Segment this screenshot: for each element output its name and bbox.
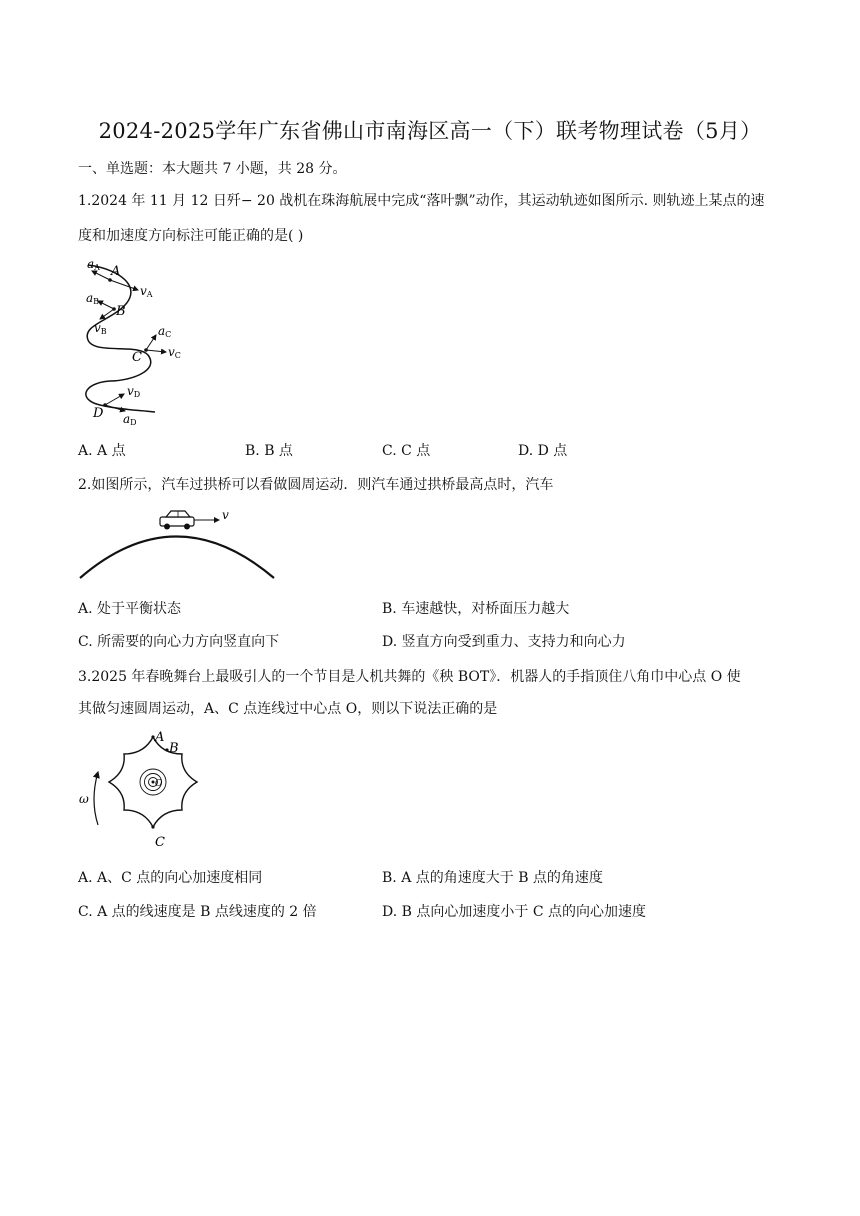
label-D: D [93, 406, 104, 421]
label-aB: aB [86, 291, 100, 306]
car-icon [160, 511, 194, 530]
q2-stem-line1: 2.如图所示，汽车过拱桥可以看做圆周运动．则汽车通过拱桥最高点时，汽车 [78, 477, 554, 493]
label-vC: vC [168, 345, 181, 360]
label-aD: aD [123, 412, 137, 427]
trajectory-diagram [80, 255, 200, 430]
q2-option-a: A. 处于平衡状态 [78, 601, 182, 617]
q1-option-c: C. C 点 [382, 443, 431, 459]
section-heading: 一、单选题：本大题共 7 小题，共 28 分。 [78, 161, 347, 177]
label-aA: aA [87, 257, 100, 272]
q3-octagon-cloth-figure [76, 730, 226, 855]
q3-option-b: B. A 点的角速度大于 B 点的角速度 [382, 870, 603, 886]
q2-option-d: D. 竖直方向受到重力、支持力和向心力 [382, 634, 626, 650]
label-C: C [155, 835, 165, 850]
q3-stem-line1: 3.2025 年春晚舞台上最吸引人的一个节目是人机共舞的《秧 BOT》．机器人的手指顶住八角巾中心点 O 使 [78, 669, 741, 685]
eight-pointed-cloth-diagram [76, 730, 226, 855]
q1-option-d: D. D 点 [518, 443, 568, 459]
label-v: v [222, 508, 229, 522]
q2-bridge-figure [76, 505, 281, 585]
rotation-arrow [94, 772, 98, 825]
q2-option-b: B. 车速越快，对桥面压力越大 [382, 601, 570, 617]
q3-option-d: D. B 点向心加速度小于 C 点的向心加速度 [382, 904, 646, 920]
label-vB: vB [94, 321, 107, 336]
q1-trajectory-figure [80, 255, 200, 430]
label-aC: aC [158, 324, 172, 339]
q1-option-b: B. B 点 [245, 443, 293, 459]
q1-stem-line1: 1.2024 年 11 月 12 日歼− 20 战机在珠海航展中完成“落叶飘”动作，其运动轨迹如图所示. 则轨迹上某点的速 [78, 193, 765, 209]
label-omega: ω [79, 792, 89, 806]
q1-stem-line2: 度和加速度方向标注可能正确的是( ) [78, 228, 304, 244]
label-A: A [155, 730, 165, 745]
bridge-arc [80, 537, 274, 579]
q1-option-a: A. A 点 [78, 443, 126, 459]
q3-option-a: A. A、C 点的向心加速度相同 [78, 870, 263, 886]
label-B: B [116, 304, 126, 319]
label-vA: vA [140, 284, 153, 299]
label-C: C [132, 350, 142, 365]
q3-option-c: C. A 点的线速度是 B 点线速度的 2 倍 [78, 904, 317, 920]
arch-bridge-diagram [76, 505, 281, 585]
label-vD: vD [127, 384, 141, 399]
label-B: B [169, 741, 179, 756]
q3-stem-line2: 其做匀速圆周运动，A、C 点连线过中心点 O，则以下说法正确的是 [78, 701, 498, 717]
label-A: A [111, 264, 121, 279]
paper-title: 2024-2025学年广东省佛山市南海区高一（下）联考物理试卷（5月） [98, 119, 762, 143]
q2-option-c: C. 所需要的向心力方向竖直向下 [78, 634, 280, 650]
label-O: O [155, 779, 163, 789]
